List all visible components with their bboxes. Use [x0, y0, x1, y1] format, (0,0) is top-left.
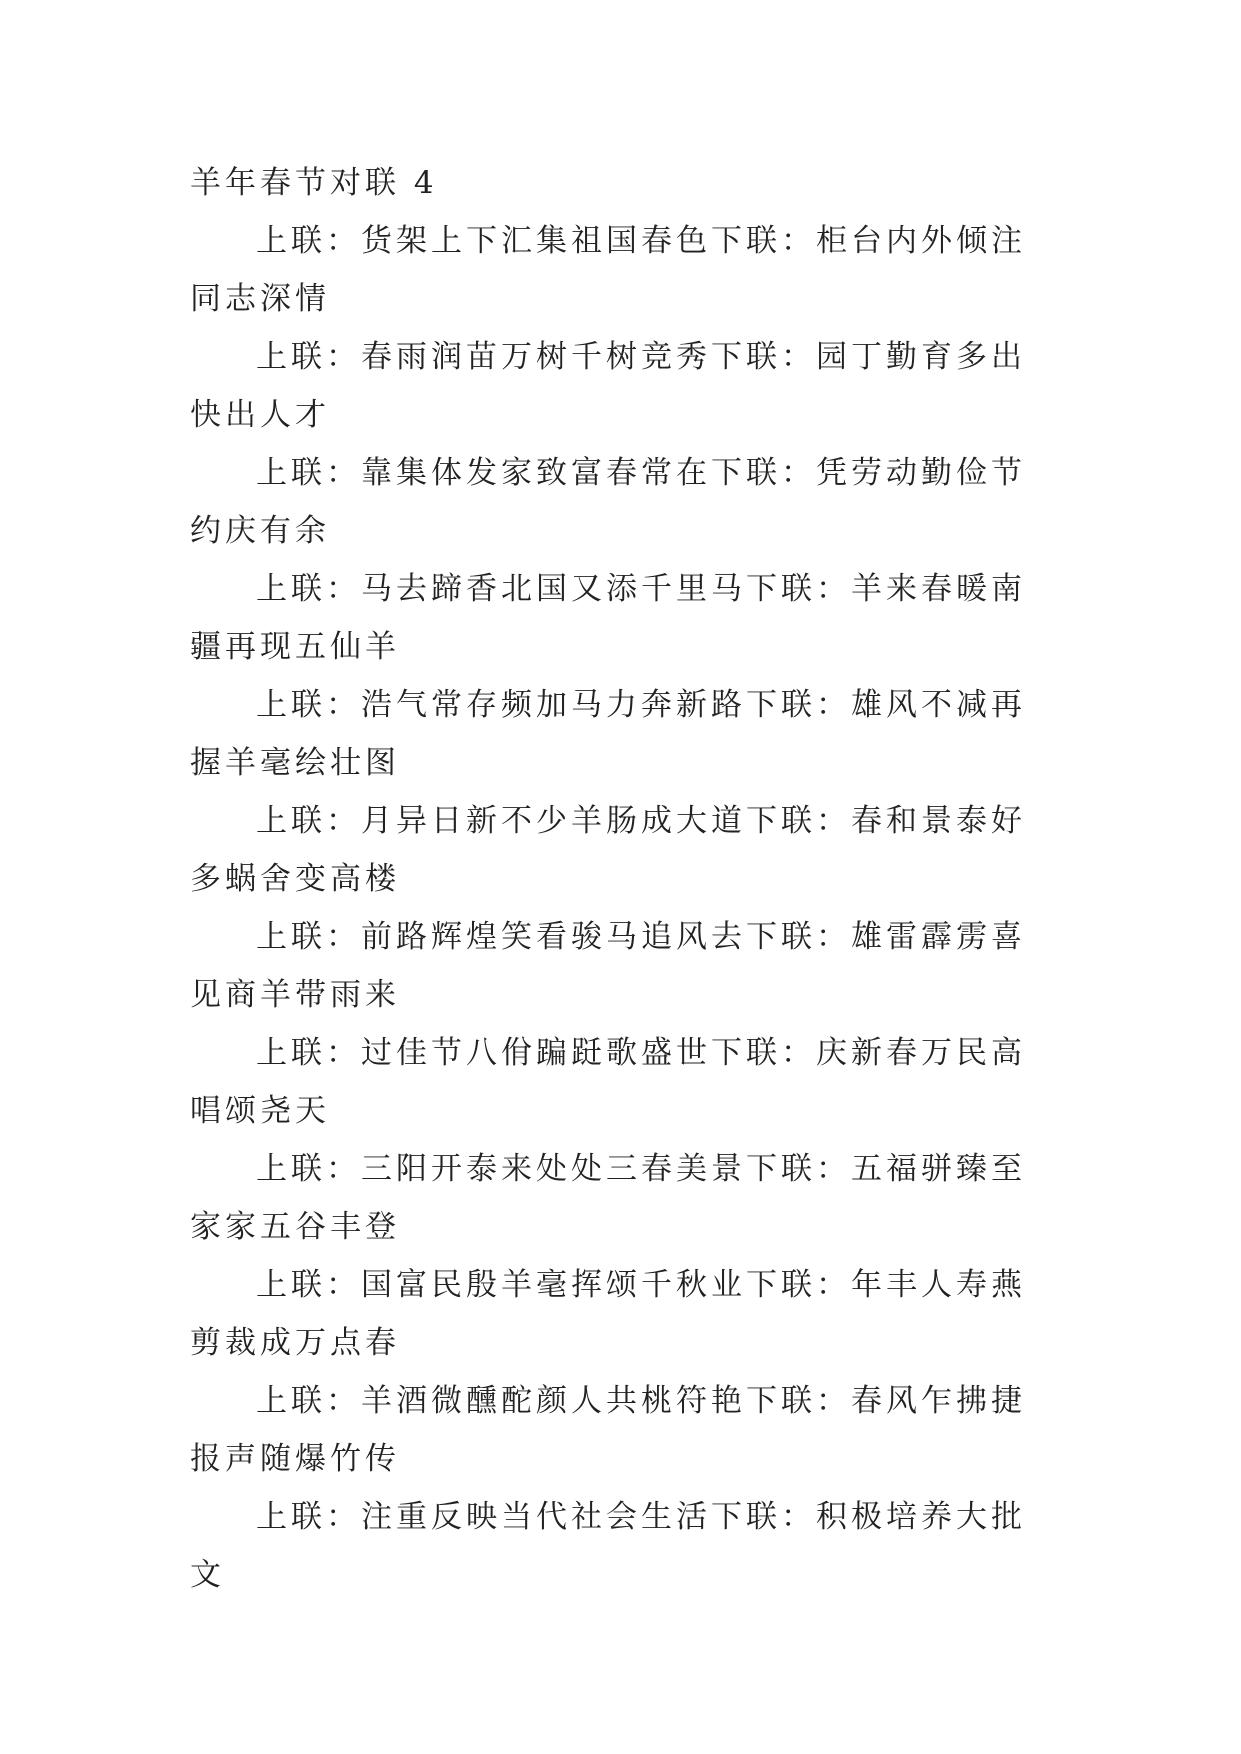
upper-line: 马去蹄香北国又添千里马: [361, 571, 746, 607]
lower-label: 下联：: [746, 1267, 851, 1303]
couplet-paragraph: [190, 328, 1052, 444]
lower-line: 羊来春暖南疆再现五仙羊: [190, 571, 1026, 665]
upper-line: 三阳开泰来处处三春美景: [361, 1151, 746, 1187]
lower-label: 下联：: [746, 803, 851, 839]
lower-line: 五福骈臻至家家五谷丰登: [190, 1151, 1026, 1245]
lower-label: 下联：: [746, 1151, 851, 1187]
upper-label: 上联：: [256, 803, 361, 839]
couplet-paragraph: [190, 1372, 1052, 1488]
lower-line: 柜台内外倾注同志深情: [190, 223, 1026, 317]
couplet-paragraph: [190, 444, 1052, 560]
lower-line: 园丁勤育多出快出人才: [190, 339, 1026, 433]
couplet-paragraph: [190, 212, 1052, 328]
upper-line: 月异日新不少羊肠成大道: [361, 803, 746, 839]
upper-label: 上联：: [256, 687, 361, 723]
upper-label: 上联：: [256, 1267, 361, 1303]
lower-line: 年丰人寿燕剪裁成万点春: [190, 1267, 1026, 1361]
lower-label: 下联：: [711, 339, 816, 375]
upper-label: 上联：: [256, 1035, 361, 1071]
lower-label: 下联：: [746, 919, 851, 955]
couplet-paragraph: [190, 792, 1052, 908]
upper-line: 注重反映当代社会生活: [361, 1499, 711, 1535]
upper-label: 上联：: [256, 1499, 361, 1535]
couplet-paragraph: [190, 676, 1052, 792]
upper-line: 春雨润苗万树千树竞秀: [361, 339, 711, 375]
upper-line: 过佳节八佾蹁跹歌盛世: [361, 1035, 711, 1071]
upper-line: 浩气常存频加马力奔新路: [361, 687, 746, 723]
upper-label: 上联：: [256, 571, 361, 607]
couplet-paragraph: [190, 1488, 1052, 1604]
couplet-paragraph: [190, 908, 1052, 1024]
lower-label: 下联：: [746, 571, 851, 607]
lower-label: 下联：: [711, 455, 816, 491]
couplet-paragraph: [190, 1256, 1052, 1372]
lower-line: 积极培养大批文: [190, 1499, 1026, 1593]
upper-line: 前路辉煌笑看骏马追风去: [361, 919, 746, 955]
lower-label: 下联：: [711, 1499, 816, 1535]
couplet-paragraph: [190, 560, 1052, 676]
upper-line: 靠集体发家致富春常在: [361, 455, 711, 491]
lower-line: 雄风不减再握羊毫绘壮图: [190, 687, 1026, 781]
upper-label: 上联：: [256, 223, 361, 259]
couplet-paragraph: [190, 1140, 1052, 1256]
upper-line: 国富民殷羊毫挥颂千秋业: [361, 1267, 746, 1303]
upper-line: 货架上下汇集祖国春色: [361, 223, 711, 259]
lower-line: 春和景泰好多蜗舍变高楼: [190, 803, 1026, 897]
upper-label: 上联：: [256, 919, 361, 955]
upper-label: 上联：: [256, 1383, 361, 1419]
couplet-paragraph: [190, 1024, 1052, 1140]
lower-line: 春风乍拂捷报声随爆竹传: [190, 1383, 1026, 1477]
lower-line: 雄雷霹雳喜见商羊带雨来: [190, 919, 1026, 1013]
lower-label: 下联：: [711, 1035, 816, 1071]
lower-line: 凭劳动勤俭节约庆有余: [190, 455, 1026, 549]
lower-line: 庆新春万民高唱颂尧天: [190, 1035, 1026, 1129]
upper-label: 上联：: [256, 339, 361, 375]
document-title: 羊年春节对联 4: [190, 165, 438, 201]
upper-label: 上联：: [256, 455, 361, 491]
upper-line: 羊酒微醺酡颜人共桃符艳: [361, 1383, 746, 1419]
lower-label: 下联：: [711, 223, 816, 259]
upper-label: 上联：: [256, 1151, 361, 1187]
lower-label: 下联：: [746, 687, 851, 723]
document-body: [190, 154, 1052, 1604]
lower-label: 下联：: [746, 1383, 851, 1419]
